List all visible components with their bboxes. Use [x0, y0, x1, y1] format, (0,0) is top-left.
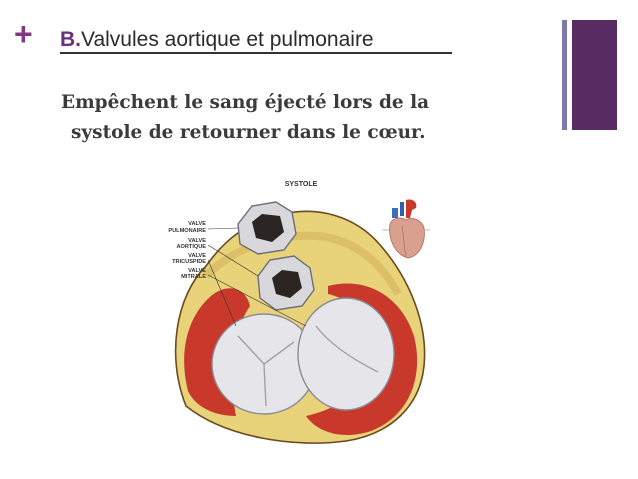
label-valve-mitrale-2: MITRALE [181, 274, 206, 280]
label-valve-aortique-2: AORTIQUE [176, 244, 206, 250]
title-letter: B. [60, 28, 81, 51]
heart-icon [382, 198, 430, 262]
title-text: Valvules aortique et pulmonaire [81, 28, 374, 51]
label-valve-pulmonaire-2: PULMONAIRE [168, 228, 206, 234]
figure-caption: SYSTOLE [284, 181, 318, 188]
label-valve-mitrale-1: VALVE [188, 268, 206, 274]
label-valve-aortique-1: VALVE [188, 238, 206, 244]
body-line-1: Empêchent le sang éjecté lors de la [61, 92, 430, 113]
slide-title [60, 29, 374, 50]
title-underline [60, 52, 452, 54]
decor-bar-thick [572, 20, 617, 130]
body-text [61, 88, 531, 148]
valve-labels [168, 221, 206, 280]
label-valve-tricuspide-1: VALVE [188, 253, 206, 259]
body-line-2: systole de retourner dans le cœur. [71, 122, 426, 143]
label-valve-pulmonaire-1: VALVE [188, 221, 206, 227]
label-valve-tricuspide-2: TRICUSPIDE [172, 259, 206, 265]
decor-bar-thin [562, 20, 567, 130]
bullet-plus-icon: + [14, 16, 33, 52]
